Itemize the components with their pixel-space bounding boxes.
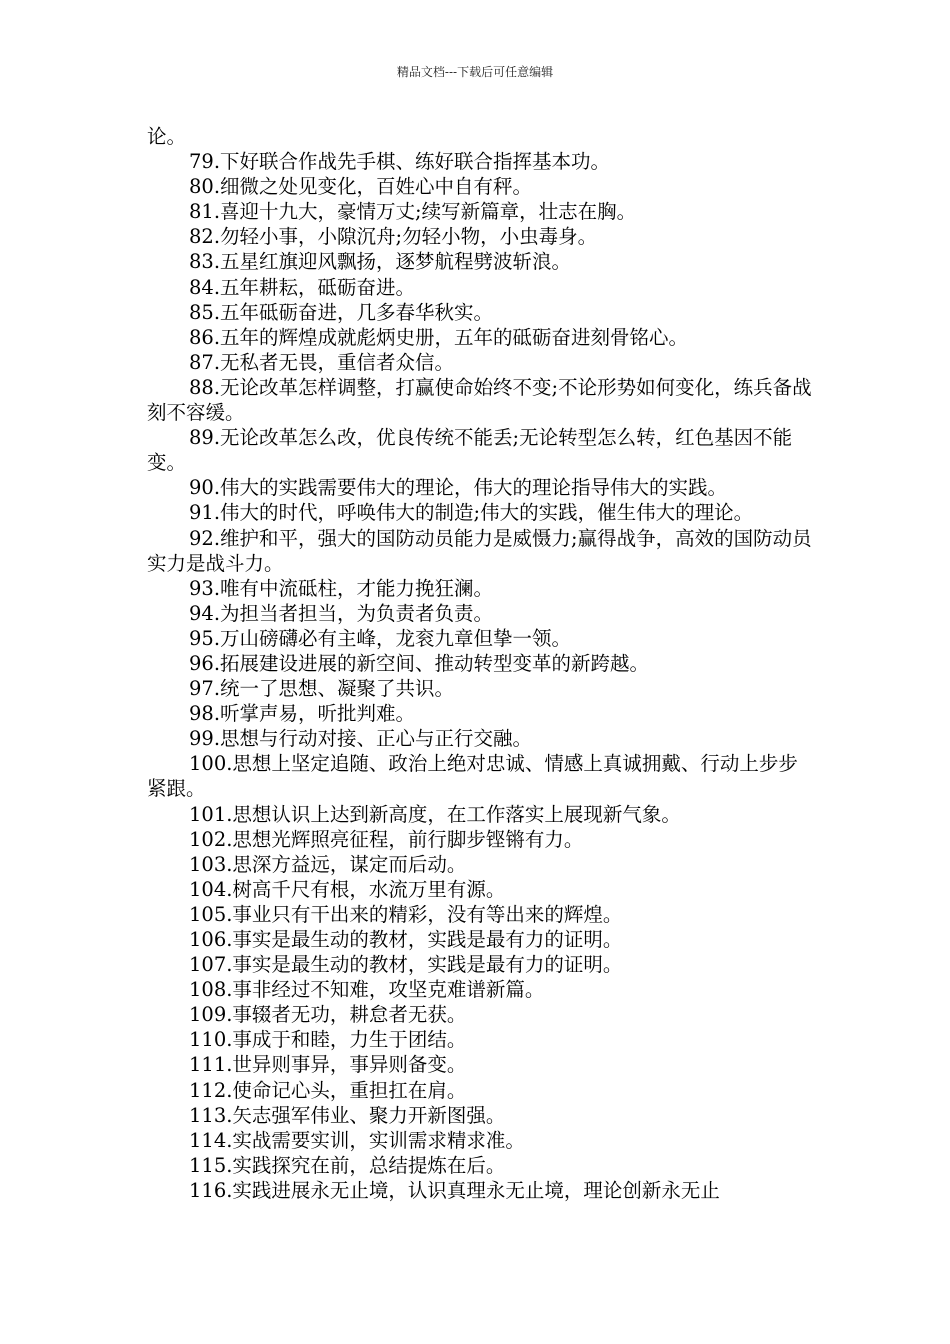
text-line: 84.五年耕耘，砥砺奋进。 bbox=[189, 275, 416, 299]
text-line: 85.五年砥砺奋进，几多春华秋实。 bbox=[189, 300, 494, 324]
text-line: 111.世异则事异，事异则备变。 bbox=[189, 1053, 467, 1077]
text-line: 106.事实是最生动的教材，实践是最有力的证明。 bbox=[189, 928, 623, 951]
text-line: 112.使命记心头，重担扛在肩。 bbox=[189, 1078, 467, 1102]
text-line: 86.五年的辉煌成就彪炳史册，五年的砥砺奋进刻骨铭心。 bbox=[189, 325, 689, 349]
text-line: 96.拓展建设进展的新空间、推动转型变革的新跨越。 bbox=[189, 651, 650, 675]
text-line: 114.实战需要实训，实训需求精求准。 bbox=[189, 1128, 525, 1152]
text-line: 116.实践进展永无止境，认识真理永无止境，理论创新永无止 bbox=[189, 1178, 720, 1202]
text-line: 92.维护和平，强大的国防动员能力是威慑力;赢得战争，高效的国防动员实力是战斗力。 bbox=[147, 526, 812, 575]
text-line: 104.树高千尺有根，水流万里有源。 bbox=[189, 877, 506, 901]
text-line: 102.思想光辉照亮征程，前行脚步铿锵有力。 bbox=[189, 827, 584, 851]
text-line: 80.细微之处见变化，百姓心中自有秤。 bbox=[189, 175, 533, 199]
text-line: 91.伟大的时代，呼唤伟大的制造;伟大的实践，催生伟大的理论。 bbox=[189, 501, 754, 525]
text-line: 论。 bbox=[147, 125, 187, 148]
text-line: 99.思想与行动对接、正心与正行交融。 bbox=[189, 727, 533, 751]
text-line: 101.思想认识上达到新高度，在工作落实上展现新气象。 bbox=[189, 802, 681, 826]
text-line: 105.事业只有干出来的精彩，没有等出来的辉煌。 bbox=[189, 902, 623, 926]
page-header: 精品文档---下载后可任意编辑 bbox=[396, 65, 554, 79]
text-line: 81.喜迎十九大，豪情万丈;续写新篇章，壮志在胸。 bbox=[189, 200, 637, 224]
text-line: 100.思想上坚定追随、政治上绝对忠诚、情感上真诚拥戴、行动上步步紧跟。 bbox=[147, 752, 798, 801]
text-line: 115.实践探究在前，总结提炼在后。 bbox=[189, 1153, 506, 1177]
text-line: 87.无私者无畏，重信者众信。 bbox=[189, 350, 455, 374]
text-line: 97.统一了思想、凝聚了共识。 bbox=[189, 677, 455, 701]
text-line: 98.听掌声易，听批判难。 bbox=[189, 702, 416, 726]
text-line: 109.事辍者无功，耕怠者无获。 bbox=[189, 1003, 467, 1027]
text-line: 94.为担当者担当，为负责者负责。 bbox=[189, 601, 494, 625]
text-line: 95.万山磅礴必有主峰，龙衮九章但挚一领。 bbox=[189, 626, 572, 650]
text-line: 79.下好联合作战先手棋、练好联合指挥基本功。 bbox=[189, 150, 611, 174]
text-line: 82.勿轻小事，小隙沉舟;勿轻小物，小虫毒身。 bbox=[189, 225, 598, 249]
document-body bbox=[147, 124, 812, 1203]
text-line: 108.事非经过不知难，攻坚克难谱新篇。 bbox=[189, 978, 545, 1002]
text-line: 113.矢志强军伟业、聚力开新图强。 bbox=[189, 1103, 506, 1127]
text-line: 110.事成于和睦，力生于团结。 bbox=[189, 1028, 467, 1052]
text-line: 88.无论改革怎样调整，打赢使命始终不变;不论形势如何变化，练兵备战刻不容缓。 bbox=[147, 375, 812, 425]
text-line: 90.伟大的实践需要伟大的理论，伟大的理论指导伟大的实践。 bbox=[189, 476, 728, 500]
text-line: 83.五星红旗迎风飘扬，逐梦航程劈波斩浪。 bbox=[189, 250, 572, 274]
text-line: 107.事实是最生动的教材，实践是最有力的证明。 bbox=[189, 953, 623, 977]
text-line: 103.思深方益远，谋定而后动。 bbox=[189, 852, 467, 876]
text-line: 89.无论改革怎么改，优良传统不能丢;无论转型怎么转，红色基因不能变。 bbox=[147, 426, 793, 475]
text-line: 93.唯有中流砥柱，才能力挽狂澜。 bbox=[189, 576, 494, 600]
